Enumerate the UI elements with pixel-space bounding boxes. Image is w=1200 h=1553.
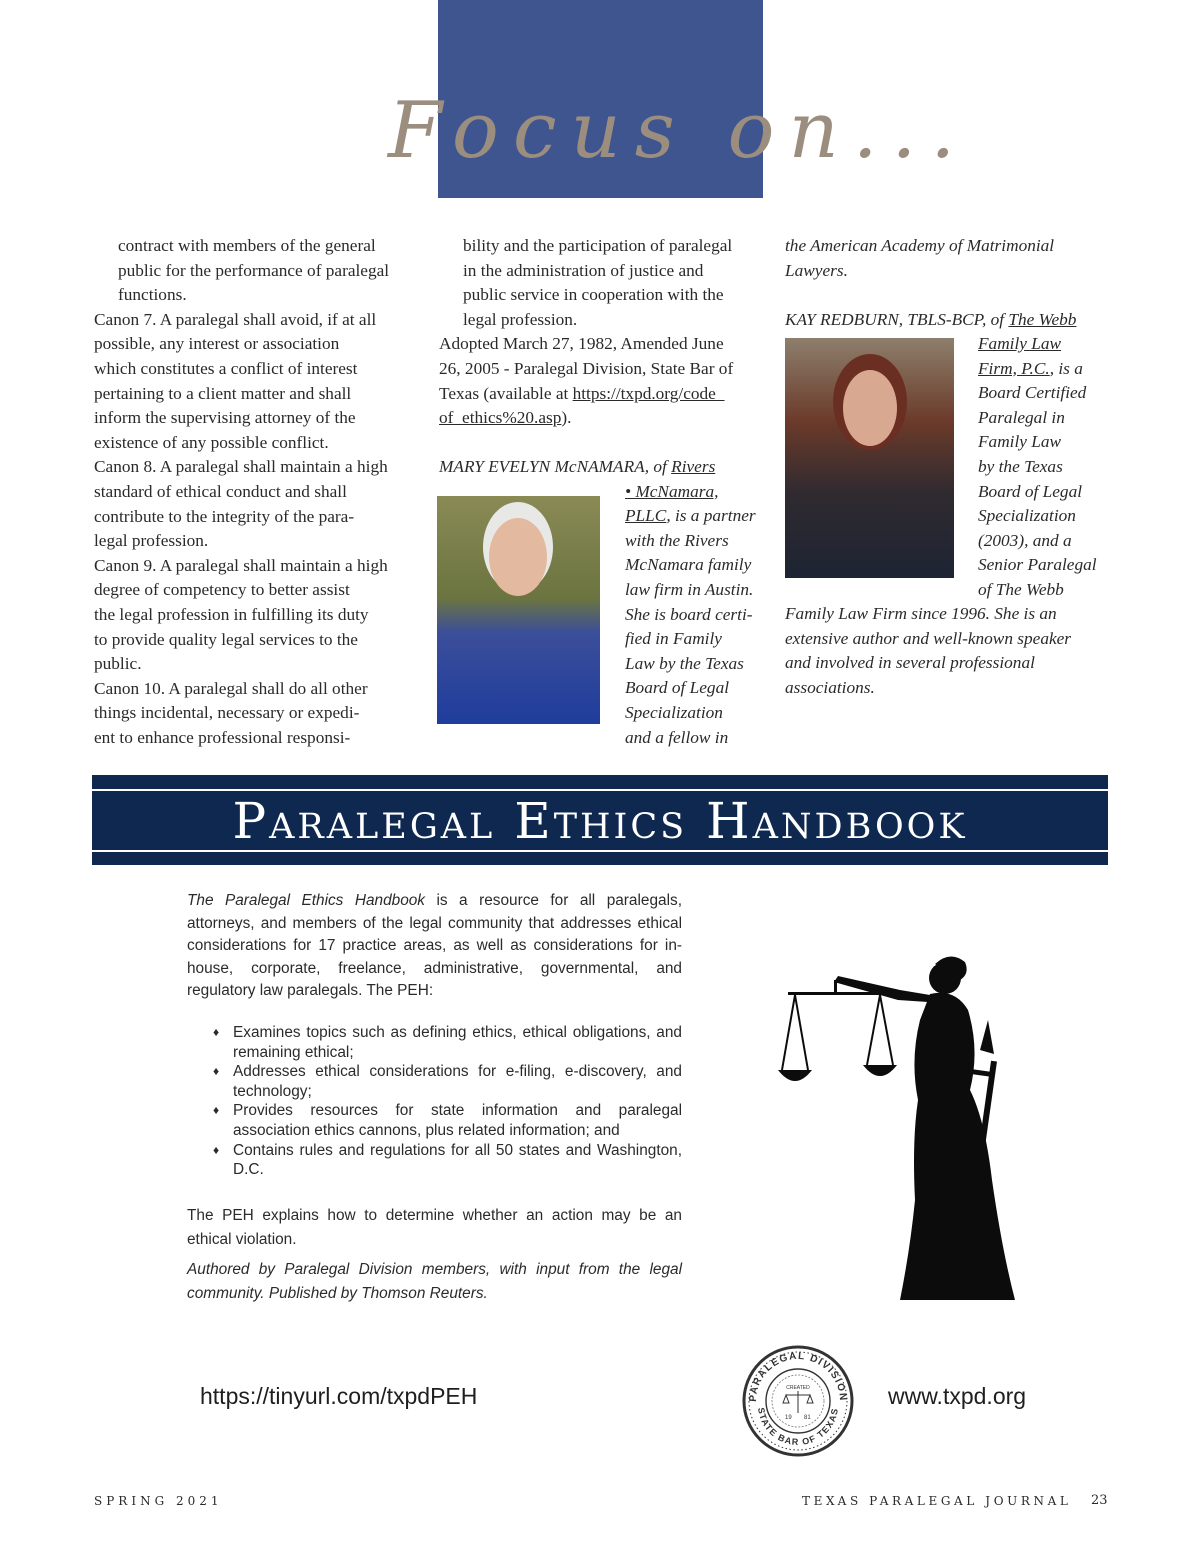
kay-bio-side: [978, 332, 1118, 603]
text-line: Board Certified: [978, 383, 1087, 403]
text-line: associations.: [785, 677, 875, 697]
text-line: and involved in several professional: [785, 653, 1035, 673]
column-three: [785, 234, 1115, 283]
text-line: public.: [94, 654, 142, 674]
canon-label: Canon 7.: [94, 309, 157, 329]
text-line: A paralegal shall avoid, if at all: [159, 309, 377, 329]
paralegal-division-seal-icon: [742, 1345, 854, 1457]
text-line: with the Rivers: [625, 530, 729, 550]
portrait-face: [843, 370, 897, 446]
handbook-banner: [92, 775, 1108, 865]
list-item: [213, 1141, 682, 1180]
list-item-text: Provides resources for state information and paralegal association ethics cannons, plus related information; and: [233, 1102, 682, 1139]
text-line: functions.: [118, 285, 187, 305]
paragraph-continued: [439, 234, 769, 332]
text-line: in the administration of justice and: [463, 260, 704, 280]
text-line: ).: [561, 408, 572, 428]
rivers-mcnamara-link[interactable]: Rivers: [671, 457, 716, 476]
footer-issue: SPRING 2021: [94, 1494, 223, 1508]
text-line: Law by the Texas: [625, 653, 744, 673]
adopted-note: [439, 332, 769, 430]
text-line: public service in cooperation with the: [463, 285, 724, 305]
mary-mcnamara-photo: [437, 496, 600, 724]
text-line: of The Webb: [978, 579, 1064, 599]
text-line: Senior Paralegal: [978, 555, 1097, 575]
text-line: contract with members of the general: [118, 236, 376, 255]
text-line: public for the performance of paralegal: [118, 260, 390, 280]
text-line: things incidental, necessary or expedi-: [94, 703, 360, 723]
footer-journal: TEXAS PARALEGAL JOURNAL: [802, 1494, 1072, 1508]
kay-redburn-photo: [785, 338, 954, 578]
text-line: Family Law Firm since 1996. She is an: [785, 604, 1057, 623]
text-line: contribute to the integrity of the para-: [94, 506, 355, 526]
canon-label: Canon 9.: [94, 555, 157, 575]
text-line: law firm in Austin.: [625, 579, 754, 599]
text-line: , is a: [1049, 358, 1083, 378]
webb-family-law-link[interactable]: Firm, P.C.: [978, 358, 1050, 378]
text-line: A paralegal shall maintain a high: [159, 555, 388, 575]
list-item-text: Examines topics such as defining ethics, ethical obligations, and remaining ethical;: [233, 1023, 682, 1061]
text-line: possible, any interest or association: [94, 334, 340, 354]
text-line: pertaining to a client matter and shall: [94, 383, 352, 403]
seal-year-right: 81: [804, 1415, 811, 1421]
list-item: [213, 1023, 682, 1062]
text-line: inform the supervising attorney of the: [94, 408, 356, 428]
text-line: existence of any possible conflict.: [94, 432, 329, 452]
text-line: ent to enhance professional responsi-: [94, 727, 351, 747]
txpd-website-link[interactable]: www.txpd.org: [888, 1383, 1027, 1409]
text-line: Board of Legal: [978, 481, 1083, 501]
canon-9: [94, 554, 424, 677]
banner-title: Paralegal Ethics Handbook: [232, 791, 968, 850]
text-line: Lawyers.: [785, 260, 848, 280]
seal-created-text: CREATED: [786, 1385, 810, 1391]
webb-family-law-link[interactable]: The Webb: [1008, 310, 1077, 329]
bio-name: KAY REDBURN, TBLS-BCP, of: [785, 310, 1009, 329]
text-line: She is board certi-: [625, 604, 753, 624]
rivers-mcnamara-link[interactable]: • McNamara,: [625, 481, 719, 501]
handbook-description: [187, 890, 682, 1306]
kay-bio-rest: [785, 602, 1115, 700]
text-line: A paralegal shall maintain a high: [159, 457, 388, 477]
text-line: fied in Family: [625, 629, 722, 649]
text-line: Specialization: [625, 702, 723, 722]
text-line: A paralegal shall do all other: [168, 678, 368, 698]
diamond-bullet-icon: ♦: [213, 1064, 220, 1079]
banner-rule: [92, 789, 1108, 852]
seal-year-left: 19: [785, 1415, 792, 1421]
diamond-bullet-icon: ♦: [213, 1142, 220, 1157]
portrait-face: [489, 518, 547, 596]
text-line: 26, 2005 - Paralegal Division, State Bar of: [439, 358, 734, 378]
text-line: the legal profession in fulfilling its duty: [94, 604, 369, 624]
canon-10: [94, 677, 424, 751]
intro-text: is a resource for all paralegals, attorneys, and members of the legal community that addresses ethical considerations for 17 practice areas, as well as considerations for in-house, corporate, freelance, administrative, governmental, and regulatory law paralegals. The PEH:: [187, 892, 682, 1000]
text-line: and a fellow in: [625, 727, 729, 747]
section-title: Focus on...: [388, 86, 970, 176]
canon-7: [94, 308, 424, 456]
lady-justice-icon: [770, 950, 1040, 1320]
text-line: degree of competency to better assist: [94, 580, 350, 600]
rivers-mcnamara-link[interactable]: PLLC: [625, 506, 667, 526]
text-line: Texas (available at: [439, 383, 573, 403]
text-line: Adopted March 27, 1982, Amended June: [439, 334, 724, 354]
bio-name: MARY EVELYN McNAMARA, of: [439, 457, 672, 476]
text-line: legal profession.: [463, 309, 578, 329]
paragraph-continued: [94, 234, 424, 308]
code-of-ethics-link[interactable]: https://txpd.org/code_: [572, 383, 725, 403]
text-line: Board of Legal: [625, 678, 730, 698]
explanation-paragraph: The PEH explains how to determine whether an action may be an ethical violation.: [187, 1206, 682, 1248]
text-line: Family Law: [978, 432, 1062, 452]
text-line: bility and the participation of paralegal: [463, 236, 733, 255]
handbook-title: The Paralegal Ethics Handbook: [187, 892, 426, 909]
text-line: the American Academy of Matrimonial: [785, 236, 1055, 255]
author-paragraph: Authored by Paralegal Division members, with input from the legal community. Published by Thomson Reuters.: [187, 1260, 682, 1302]
text-line: to provide quality legal services to the: [94, 629, 358, 649]
text-line: , is a partner: [666, 506, 756, 526]
column-two: [439, 234, 769, 431]
intro-paragraph: [187, 890, 682, 1003]
text-line: Paralegal in: [978, 407, 1065, 427]
text-line: extensive author and well-known speaker: [785, 628, 1072, 648]
list-item: [213, 1062, 682, 1101]
text-line: (2003), and a: [978, 530, 1072, 550]
text-line: which constitutes a conflict of interest: [94, 358, 358, 378]
canon-label: Canon 8.: [94, 457, 157, 477]
diamond-bullet-icon: ♦: [213, 1024, 220, 1039]
canon-label: Canon 10.: [94, 678, 166, 698]
mary-bio-text: [625, 455, 775, 750]
seal-top-text: PARALEGAL DIVISION: [747, 1350, 849, 1403]
text-line: standard of ethical conduct and shall: [94, 481, 347, 501]
diamond-bullet-icon: ♦: [213, 1103, 220, 1118]
canon-8: [94, 455, 424, 553]
feature-list: [187, 1023, 682, 1180]
code-of-ethics-link-cont[interactable]: of_ethics%20.asp: [439, 408, 562, 428]
page-number: 23: [1091, 1493, 1108, 1508]
list-item: [213, 1101, 682, 1140]
list-item-text: Addresses ethical considerations for e-filing, e-discovery, and technology;: [233, 1063, 682, 1100]
column-one: [94, 234, 424, 750]
list-item-text: Contains rules and regulations for all 50 states and Washington, D.C.: [233, 1141, 682, 1179]
webb-family-law-link[interactable]: Family Law: [978, 334, 1062, 353]
kay-bio-heading: [785, 308, 1076, 333]
seal-bottom-text: STATE BAR OF TEXAS: [755, 1406, 841, 1448]
text-line: by the Texas: [978, 456, 1063, 476]
text-line: McNamara family: [625, 555, 752, 575]
text-line: Specialization: [978, 506, 1076, 526]
text-line: legal profession.: [94, 531, 209, 551]
handbook-url-link[interactable]: https://tinyurl.com/txpdPEH: [200, 1383, 478, 1409]
